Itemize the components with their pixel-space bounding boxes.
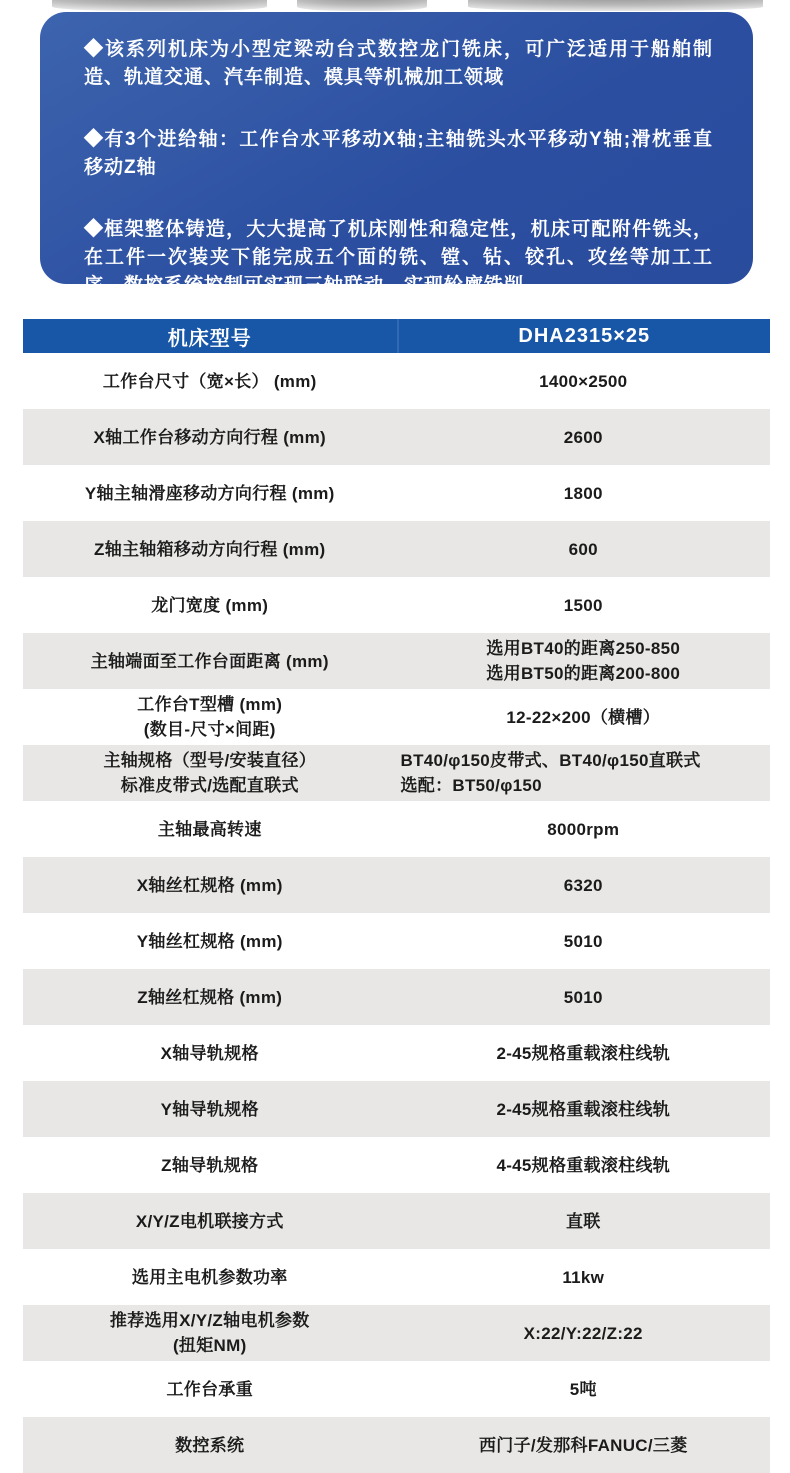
table-row (23, 409, 770, 465)
spec-label: Z轴主轴箱移动方向行程 (mm) (94, 539, 326, 559)
spec-value: 4-45规格重载滚柱线轨 (496, 1155, 671, 1175)
spec-label: 主轴规格（型号/安装直径） 标准皮带式/选配直联式 (103, 751, 317, 795)
spec-value: 选用BT40的距离250-850 选用BT50的距离200-800 (486, 639, 681, 683)
spec-label: 工作台尺寸（宽×长） (mm) (102, 371, 317, 391)
spec-value: 12-22×200（横槽） (506, 707, 661, 727)
spec-table-body (23, 353, 770, 1473)
spec-label: Y轴主轴滑座移动方向行程 (mm) (84, 483, 335, 503)
spec-label: Z轴导轨规格 (161, 1155, 259, 1175)
spec-label: Y轴导轨规格 (160, 1099, 259, 1119)
spec-value: 2600 (563, 427, 603, 447)
top-image-edge-2 (297, 0, 427, 11)
intro-bullet-3: ◆框架整体铸造，大大提高了机床刚性和稳定性，机床可配附件铣头，在工件一次装夹下能完成五个面的铣、镗、钻、铰孔、攻丝等加工工序，数控系统控制可实现三轴联动，实现轮廓铣削 (84, 219, 713, 296)
spec-value: 直联 (565, 1211, 601, 1231)
intro-bullet-2: ◆有3个进给轴：工作台水平移动X轴;主轴铣头水平移动Y轴;滑枕垂直移动Z轴 (84, 129, 713, 178)
spec-table (23, 319, 770, 1473)
spec-value: 2-45规格重载滚柱线轨 (496, 1043, 671, 1063)
spec-value: X:22/Y:22/Z:22 (523, 1323, 643, 1343)
table-row (23, 1249, 770, 1305)
table-row (23, 465, 770, 521)
spec-label: Y轴丝杠规格 (mm) (136, 931, 283, 951)
table-row (23, 633, 770, 689)
spec-label: 数控系统 (175, 1435, 245, 1455)
intro-bullet-1: ◆该系列机床为小型定梁动台式数控龙门铣床，可广泛适用于船舶制造、轨道交通、汽车制造、模具等机械加工领域 (84, 39, 713, 88)
table-row (23, 1305, 770, 1361)
spec-table-header (23, 319, 770, 353)
spec-value: 6320 (563, 875, 603, 895)
spec-label: Z轴丝杠规格 (mm) (137, 987, 283, 1007)
top-image-edge-3 (468, 0, 763, 11)
table-row (23, 1417, 770, 1473)
table-row (23, 1137, 770, 1193)
spec-label: 选用主电机参数功率 (131, 1267, 288, 1287)
table-row (23, 1193, 770, 1249)
table-row (23, 353, 770, 409)
spec-label: X轴工作台移动方向行程 (mm) (93, 427, 326, 447)
spec-label: 主轴端面至工作台面距离 (mm) (90, 651, 329, 671)
table-row (23, 577, 770, 633)
table-row (23, 1081, 770, 1137)
spec-value: 西门子/发那科FANUC/三菱 (479, 1435, 688, 1455)
table-row (23, 521, 770, 577)
table-row (23, 857, 770, 913)
table-row (23, 689, 770, 745)
spec-label: X/Y/Z电机联接方式 (135, 1211, 284, 1231)
spec-label: 工作台T型槽 (mm) (数目-尺寸×间距) (137, 695, 283, 739)
spec-label: X轴丝杠规格 (mm) (136, 875, 283, 895)
spec-label: X轴导轨规格 (160, 1043, 259, 1063)
spec-value: 11kw (562, 1267, 605, 1287)
spec-label: 推荐选用X/Y/Z轴电机参数 (扭矩NM) (109, 1311, 310, 1355)
spec-value: BT40/φ150皮带式、BT40/φ150直联式 选配：BT50/φ150 (400, 751, 701, 795)
table-row (23, 801, 770, 857)
spec-label: 主轴最高转速 (157, 819, 262, 839)
spec-value: 5吨 (569, 1379, 597, 1399)
spec-value: 2-45规格重载滚柱线轨 (496, 1099, 671, 1119)
header-model-label: 机床型号 (167, 327, 252, 350)
spec-value: 5010 (563, 931, 603, 951)
table-row (23, 969, 770, 1025)
spec-value: 8000rpm (547, 819, 620, 839)
spec-value: 1500 (563, 595, 603, 615)
table-row (23, 1361, 770, 1417)
spec-value: 5010 (563, 987, 603, 1007)
table-row (23, 913, 770, 969)
top-image-edge-1 (52, 0, 267, 11)
spec-label: 龙门宽度 (mm) (151, 595, 269, 615)
spec-value: 1400×2500 (539, 371, 628, 391)
product-intro-panel (40, 12, 753, 296)
header-model-value: DHA2315×25 (397, 319, 771, 353)
spec-label: 工作台承重 (166, 1379, 253, 1399)
spec-value: 600 (568, 539, 598, 559)
table-row (23, 1025, 770, 1081)
table-row (23, 745, 770, 801)
spec-value: 1800 (563, 483, 603, 503)
